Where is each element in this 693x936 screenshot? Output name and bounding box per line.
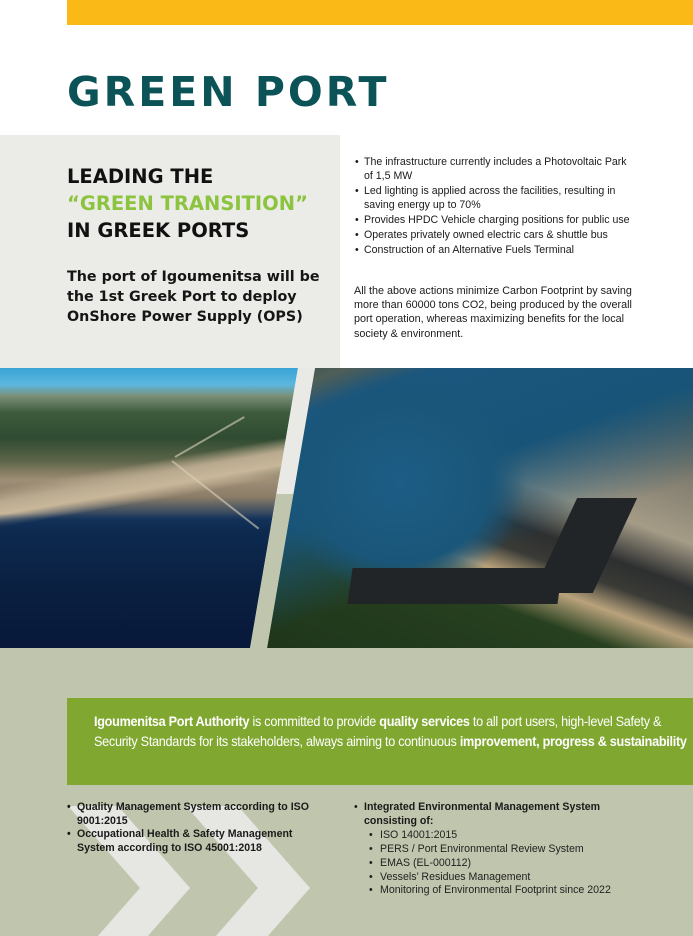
commitment-text-part: is committed to provide <box>249 714 380 729</box>
headline-line-3: IN GREEK PORTS <box>67 219 250 242</box>
headline <box>67 163 337 244</box>
commitment-text <box>94 712 689 752</box>
top-accent-bar <box>67 0 693 25</box>
initiatives-list <box>355 155 635 258</box>
road-line <box>171 460 259 529</box>
carbon-footprint-summary: All the above actions minimize Carbon Footprint by saving more than 60000 tons CO2, being produced by the overall port operation, whereas maximizing benefits for the local society & environment. <box>354 285 632 340</box>
initiative-item: • Led lighting is applied across the facilities, resulting in saving energy up to 70% <box>355 184 635 213</box>
photo-section <box>0 368 693 648</box>
road-line <box>175 416 245 458</box>
headline-line-1: LEADING THE <box>67 165 214 188</box>
certification-item: • Occupational Health & Safety Management System according to ISO 45001:2018 <box>67 828 332 855</box>
commitment-text-part: to all port users, high-level Safety & Security Standards for its stakeholders, always aiming to continuous <box>94 714 662 749</box>
page-title: GREEN PORT <box>67 68 390 116</box>
commitment-band <box>67 698 693 785</box>
lower-section <box>0 648 693 936</box>
initiative-item: • Construction of an Alternative Fuels Terminal <box>355 243 635 257</box>
pier <box>347 568 562 604</box>
environmental-system-item: • EMAS (EL-000112) <box>364 857 654 871</box>
certifications-left <box>67 801 332 855</box>
commitment-emphasis: quality services <box>379 714 470 729</box>
initiative-item: • Operates privately owned electric cars & shuttle bus <box>355 228 635 242</box>
environmental-system-item: • ISO 14001:2015 <box>364 829 654 843</box>
headline-highlight: “GREEN TRANSITION” <box>67 192 308 215</box>
ops-statement: The port of Igoumenitsa will be the 1st Greek Port to deploy OnShore Power Supply (OPS) <box>67 269 320 325</box>
aerial-photo-town <box>0 368 300 648</box>
commitment-emphasis: improvement, progress & sustainability <box>459 734 687 749</box>
org-name: Igoumenitsa Port Authority <box>94 714 250 729</box>
initiative-item: • The infrastructure currently includes a Photovoltaic Park of 1,5 MW <box>355 155 635 184</box>
certification-group-heading: Integrated Environmental Management System consisting of: <box>364 801 601 827</box>
certifications-right <box>354 801 654 898</box>
environmental-system-item: • Monitoring of Environmental Footprint since 2022 <box>364 884 654 898</box>
aerial-photo-harbor <box>250 368 693 648</box>
initiative-item: • Provides HPDC Vehicle charging positions for public use <box>355 213 635 227</box>
environmental-systems-list <box>364 829 654 898</box>
certification-item: • Quality Management System according to ISO 9001:2015 <box>67 801 332 828</box>
environmental-system-item: • Vessels’ Residues Management <box>364 871 654 885</box>
environmental-system-item: • PERS / Port Environmental Review System <box>364 843 654 857</box>
pier <box>533 498 637 593</box>
certification-group <box>354 801 654 898</box>
